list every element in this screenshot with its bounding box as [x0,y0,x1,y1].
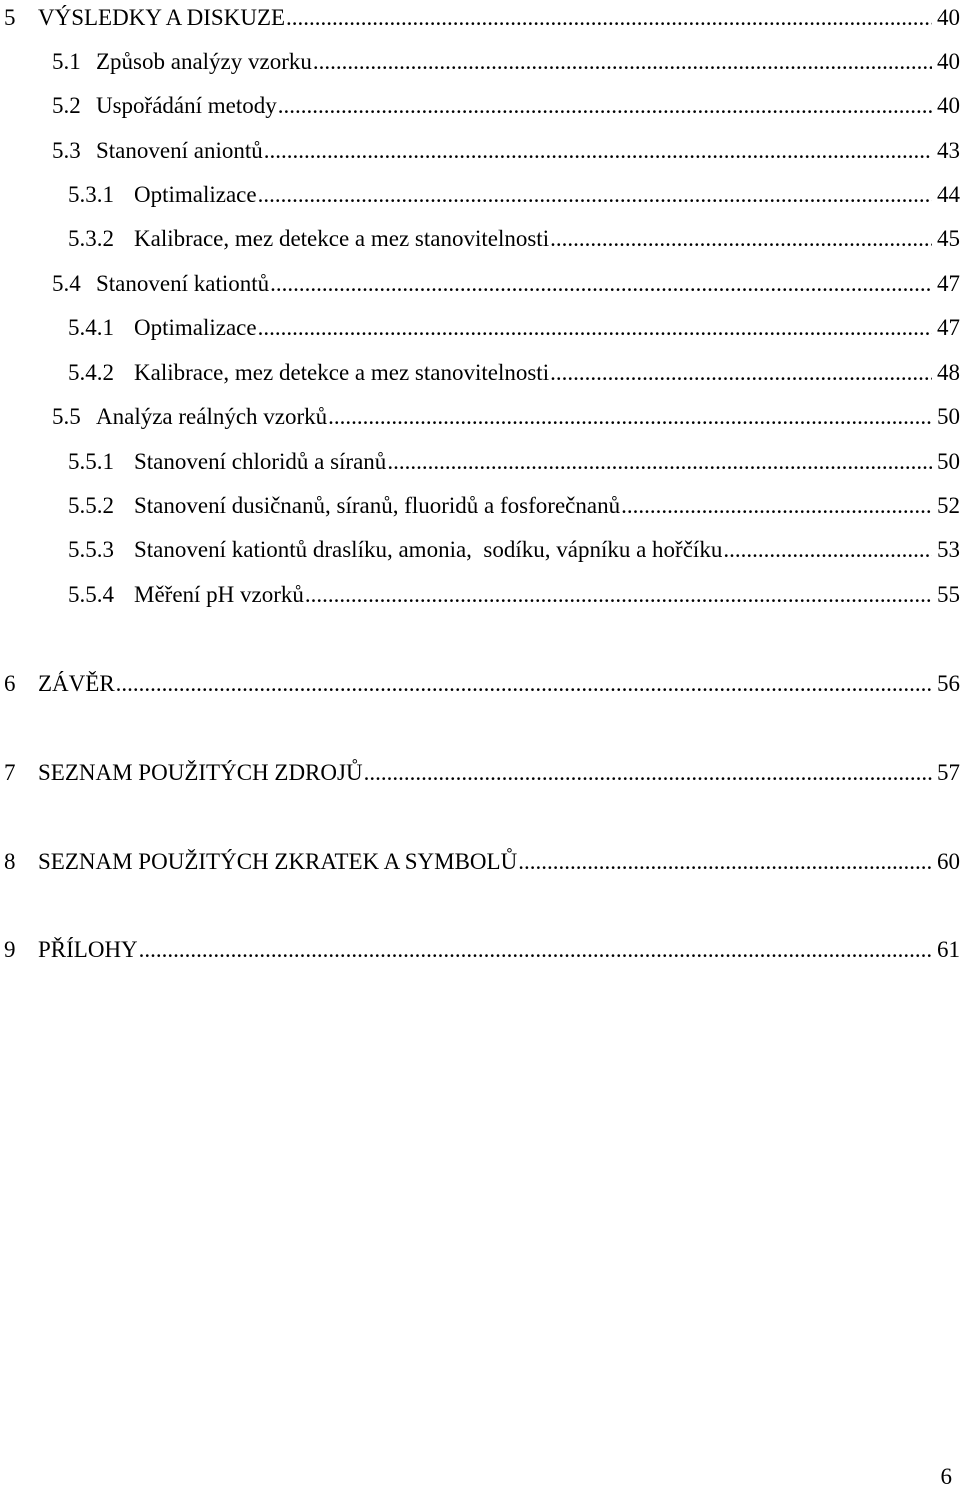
toc-entry[interactable] [0,535,960,565]
toc-entry-title: SEZNAM POUŽITÝCH ZKRATEK A SYMBOLŮ [38,849,518,874]
dot-leader [278,91,932,121]
toc-entry-title: Způsob analýzy vzorku [96,49,312,74]
toc-entry-number: 9 [4,937,16,962]
dot-leader [264,136,932,166]
toc-entry-number: 5.3.2 [68,226,114,251]
toc-entry-title: PŘÍLOHY [38,937,138,962]
toc-entry-page: 44 [937,182,960,207]
dot-leader [328,402,932,432]
toc-entry-body [134,447,960,477]
toc-entry-title: Kalibrace, mez detekce a mez stanovitelnosti [134,226,550,251]
toc-entry-number: 5.1 [52,49,81,74]
toc-entry[interactable] [0,313,960,343]
toc-entry[interactable] [0,847,960,877]
toc-entry-title: VÝSLEDKY A DISKUZE [38,5,286,30]
toc-entry[interactable] [0,402,960,432]
toc-entry-number: 5.4.1 [68,315,114,340]
toc-entry-page: 56 [937,671,960,696]
toc-entry-title: Uspořádání metody [96,93,277,118]
toc-entry-page: 50 [937,404,960,429]
toc-entry-number: 5 [4,5,16,30]
toc-entry-page: 50 [937,449,960,474]
toc-entry[interactable] [0,47,960,77]
toc-entry[interactable] [0,758,960,788]
toc-entry-page: 45 [937,226,960,251]
toc-entry-page: 47 [937,315,960,340]
toc-entry[interactable] [0,3,960,33]
dot-leader [364,758,932,788]
toc-entry-body [96,47,960,77]
dot-leader [139,935,932,965]
toc-entry-title: Stanovení dusičnanů, síranů, fluoridů a fosforečnanů [134,493,621,518]
dot-leader [387,447,932,477]
toc-entry-page: 48 [937,360,960,385]
toc-entry-number: 5.5.2 [68,493,114,518]
toc-entry-number: 5.5 [52,404,81,429]
toc-entry-body [96,136,960,166]
toc-entry-number: 5.3 [52,138,81,163]
toc-entry-number: 7 [4,760,16,785]
dot-leader [270,269,932,299]
toc-entry[interactable] [0,358,960,388]
toc-entry-body [38,847,960,877]
toc-entry[interactable] [0,136,960,166]
dot-leader [305,580,932,610]
toc-entry-number: 5.3.1 [68,182,114,207]
toc-entry-body [38,758,960,788]
toc-entry-number: 5.5.3 [68,537,114,562]
toc-entry-page: 53 [937,537,960,562]
dot-leader [258,180,932,210]
toc-entry-number: 5.4.2 [68,360,114,385]
toc-entry-number: 5.4 [52,271,81,296]
toc-entry-title: Stanovení aniontů [96,138,263,163]
toc-entry-title: Stanovení kationtů draslíku, amonia, sodíku, vápníku a hořčíku [134,537,723,562]
toc-entry-body [134,491,960,521]
toc-entry-page: 57 [937,760,960,785]
toc-entry-body [134,224,960,254]
toc-entry-title: Optimalizace [134,182,257,207]
toc-entry-title: ZÁVĚR [38,671,115,696]
toc-entry[interactable] [0,180,960,210]
toc-entry[interactable] [0,491,960,521]
toc-entry-body [134,358,960,388]
toc-entry-page: 40 [937,49,960,74]
toc-entry-body [134,580,960,610]
toc-entry-title: Analýza reálných vzorků [96,404,328,429]
toc-entry-title: Stanovení kationtů [96,271,270,296]
toc-entry-body [38,935,960,965]
toc-entry-body [38,3,960,33]
toc-entry-page: 40 [937,93,960,118]
dot-leader [550,224,932,254]
toc-entry-page: 55 [937,582,960,607]
toc-entry-body [96,269,960,299]
page-number: 6 [940,1464,952,1489]
toc-entry-body [134,313,960,343]
dot-leader [116,669,932,699]
toc-entry-page: 47 [937,271,960,296]
toc-entry-page: 61 [937,937,960,962]
toc-entry-title: Optimalizace [134,315,257,340]
toc-entry-number: 6 [4,671,16,696]
toc-entry-page: 40 [937,5,960,30]
toc-entry-body [96,402,960,432]
toc-entry-number: 5.5.4 [68,582,114,607]
toc-entry-page: 60 [937,849,960,874]
toc-entry-page: 43 [937,138,960,163]
toc-entry-title: Kalibrace, mez detekce a mez stanovitelnosti [134,360,550,385]
toc-entry-number: 5.5.1 [68,449,114,474]
dot-leader [518,847,932,877]
toc-entry-body [134,535,960,565]
toc-entry-title: Měření pH vzorků [134,582,304,607]
dot-leader [723,535,932,565]
toc-entry[interactable] [0,269,960,299]
dot-leader [313,47,932,77]
toc-entry[interactable] [0,224,960,254]
toc-entry-body [38,669,960,699]
dot-leader [550,358,932,388]
toc-entry-title: Stanovení chloridů a síranů [134,449,387,474]
toc-entry-title: SEZNAM POUŽITÝCH ZDROJŮ [38,760,363,785]
toc-entry[interactable] [0,669,960,699]
dot-leader [621,491,932,521]
toc-entry-body [134,180,960,210]
toc-entry-number: 8 [4,849,16,874]
toc-entry[interactable] [0,935,960,965]
toc-entry-body [96,91,960,121]
toc-entry[interactable] [0,580,960,610]
toc-entry[interactable] [0,447,960,477]
dot-leader [286,3,932,33]
toc-entry-page: 52 [937,493,960,518]
dot-leader [258,313,932,343]
toc-entry-number: 5.2 [52,93,81,118]
toc-entry[interactable] [0,91,960,121]
